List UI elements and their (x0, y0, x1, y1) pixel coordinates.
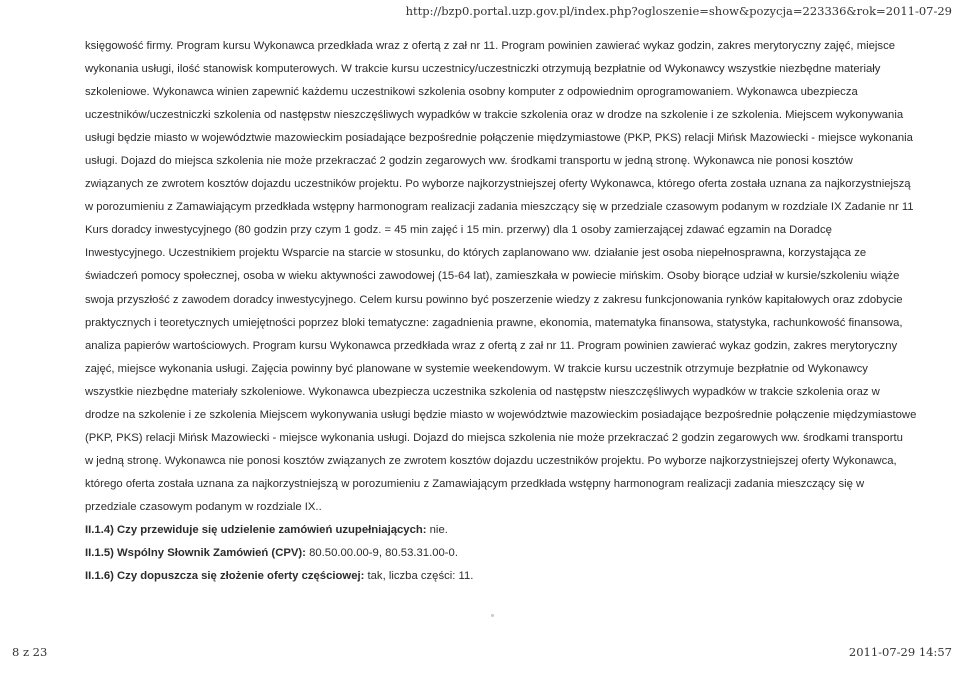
body-line: w porozumieniu z Zamawiającym przedkłada wstępny harmonogram realizacji zadania mieszczący się w przedziale czasowym podanym w rozdziale IX Zadanie nr 11 (85, 201, 914, 214)
body-line: którego oferta została uznana za najkorzystniejszą w porozumieniu z Zamawiającym przedkłada wstępny harmonogram realizacji zadania mieszczący się w (85, 477, 865, 490)
document-body (85, 35, 915, 588)
body-line: świadczeń pomocy społecznej, osoba w wieku aktywności zawodowej (15-64 lat), zamieszkała w powiecie mińskim. Osoby biorące udział w kursie/szkoleniu wiąże (85, 270, 900, 283)
section-value: 80.50.00.00-9, 80.53.31.00-0. (305, 547, 458, 560)
body-line: wykonania usługi, ilość stanowisk komputerowych. W trakcie kursu uczestnicy/uczestniczki otrzymują bezpłatnie od Wykonawcy wszystkie niezbędne materiały (85, 63, 881, 76)
body-line: usługi będzie miasto w województwie mazowieckim posiadające bezpośrednie połączenie międzymiastowe (PKP, PKS) relacji Mińsk Mazowiecki - miejsce wykonania (85, 132, 913, 145)
body-line: uczestników/uczestniczki szkolenia od następstw nieszczęśliwych wypadków w trakcie szkolenia oraz w drodze na szkolenie i ze szkolenia. Miejscem wykonywania (85, 109, 904, 122)
body-line: usługi. Dojazd do miejsca szkolenia nie może przekraczać 2 godzin zegarowych ww. środkami transportu w jedną stronę. Wykonawca nie ponosi kosztów (85, 155, 853, 168)
section-label: II.1.4) Czy przewiduje się udzielenie zamówień uzupełniających: (85, 523, 427, 536)
body-line: drodze na szkolenie i ze szkolenia Miejscem wykonywania usługi będzie miasto w województwie mazowieckim posiadające bezpośrednie połączenie międzymiastowe (85, 408, 917, 421)
body-line: praktycznych i teoretycznych umiejętności poprzez bloki tematyczne: zagadnienia prawne, ekonomia, matematyka finansowa, statystyka, rachunkowość finansowa, (85, 316, 903, 329)
section-list (85, 519, 915, 588)
scan-speck (491, 614, 494, 617)
page-url-header: http://bzp0.portal.uzp.gov.pl/index.php?ogloszenie=show&pozycja=223336&rok=2011-07-29 (405, 4, 952, 18)
body-line: wszystkie niezbędne materiały szkoleniowe. Wykonawca ubezpiecza uczestnika szkolenia od następstw nieszczęśliwych wypadków w trakcie szkolenia oraz w (85, 385, 880, 398)
body-line: (PKP, PKS) relacji Mińsk Mazowiecki - miejsce wykonania usługi. Dojazd do miejsca szkolenia nie może przekraczać 2 godzin zegarowych ww. środkami transportu (85, 431, 903, 444)
section-label: II.1.6) Czy dopuszcza się złożenie oferty częściowej: (85, 570, 365, 583)
body-line: analiza papierów wartościowych. Program kursu Wykonawca przedkłada wraz z ofertą z zał nr 11. Program powinien zawierać wykaz godzin, zakres merytoryczny (85, 339, 898, 352)
body-line: zajęć, miejsce wykonania usługi. Zajęcia powinny być planowane w systemie weekendowym. W trakcie kursu uczestnik otrzymuje bezpłatnie od Wykonawcy (85, 362, 868, 375)
print-timestamp: 2011-07-29 14:57 (848, 645, 952, 659)
section-value: tak, liczba części: 11. (364, 570, 474, 583)
section-item (85, 565, 915, 588)
body-text (85, 35, 915, 519)
body-line: Kurs doradcy inwestycyjnego (80 godzin przy czym 1 godz. = 45 min zajęć i 15 min. przerwy) dla 1 osoby zamierzającej zdawać egzamin na Doradcę (85, 224, 832, 237)
section-value: nie. (426, 523, 448, 536)
body-line: swoja przyszłość z zawodem doradcy inwestycyjnego. Celem kursu powinno być poszerzenie wiedzy z zakresu funkcjonowania rynków kapitałowych oraz zdobycie (85, 293, 903, 306)
section-item (85, 519, 915, 542)
body-line: przedziale czasowym podanym w rozdziale IX.. (85, 500, 322, 513)
body-line: Inwestycyjnego. Uczestnikiem projektu Wsparcie na starcie w stosunku, do których zaplanowano ww. działanie jest osoba niepełnosprawna, korzystająca ze (85, 247, 867, 260)
page-number: 8 z 23 (12, 645, 48, 659)
body-line: księgowość firmy. Program kursu Wykonawca przedkłada wraz z ofertą z zał nr 11. Program powinien zawierać wykaz godzin, zakres merytoryczny zajęć, miejsce (85, 40, 896, 52)
body-line: w jedną stronę. Wykonawca nie ponosi kosztów związanych ze zwrotem kosztów dojazdu uczestników projektu. Po wyborze najkorzystniejszej oferty Wykonawca, (85, 454, 897, 467)
section-label: II.1.5) Wspólny Słownik Zamówień (CPV): (85, 547, 306, 560)
body-line: związanych ze zwrotem kosztów dojazdu uczestników projektu. Po wyborze najkorzystniejszej oferty Wykonawca, którego oferta została uznana za najkorzystniejszą (85, 178, 911, 191)
section-item (85, 542, 915, 565)
body-line: szkoleniowe. Wykonawca winien zapewnić każdemu uczestnikowi szkolenia osobny komputer z odpowiednim oprogramowaniem. Wykonawca ubezpiecza (85, 86, 858, 99)
